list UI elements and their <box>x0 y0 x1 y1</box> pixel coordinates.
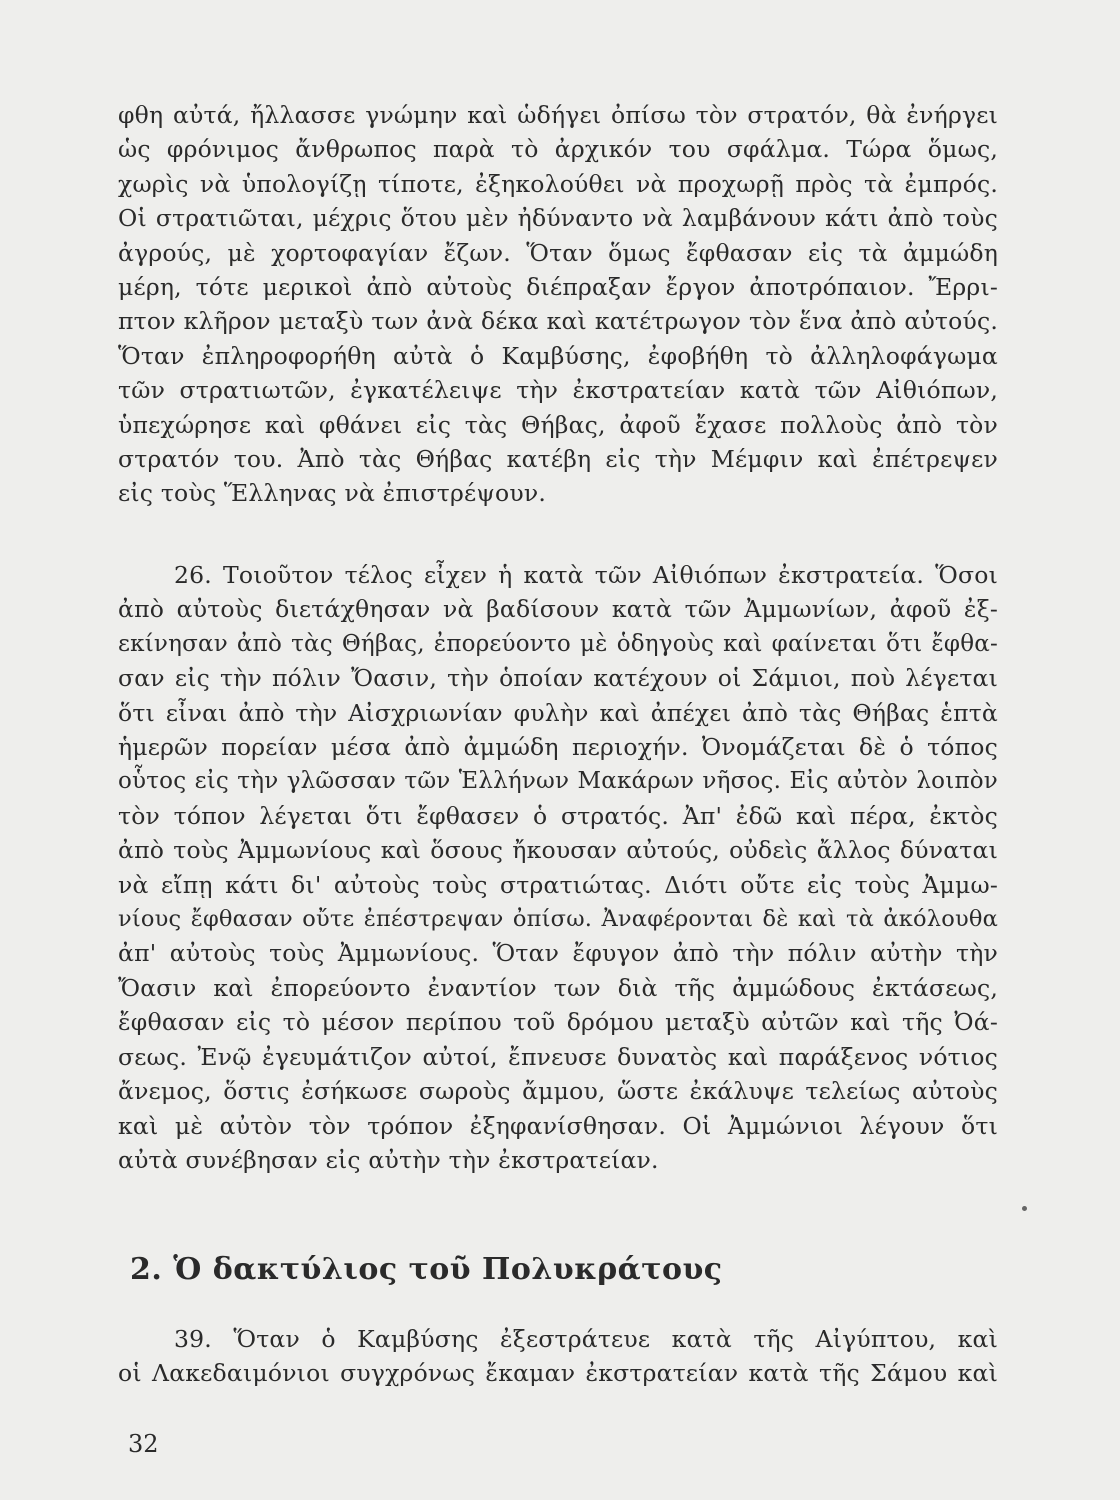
text-line: Ὅταν ἐπληροφορήθη αὐτὰ ὁ Καμβύσης, ἐφοβήθη τὸ ἀλληλοφάγωμα <box>118 341 998 370</box>
section-heading: 2. Ὁ δακτύλιος τοῦ Πολυκράτους <box>130 1252 723 1287</box>
text-line: νὰ εἴπῃ κάτι δι' αὐτοὺς τοὺς στρατιώτας. Διότι οὔτε εἰς τοὺς Ἀμμω- <box>118 870 998 899</box>
text-line: φθη αὐτά, ἤλλασσε γνώμην καὶ ὡδήγει ὀπίσω τὸν στρατόν, θὰ ἐνήργει <box>118 101 998 129</box>
text-line: χωρὶς νὰ ὑπολογίζῃ τίποτε, ἐξηκολούθει νὰ προχωρῇ πρὸς τὰ ἐμπρός. <box>118 169 998 198</box>
text-line: σεως. Ἐνῷ ἐγευμάτιζον αὐτοί, ἔπνευσε δυνατὸς καὶ παράξενος νότιος <box>118 1042 998 1071</box>
text-line: ἀγρούς, μὲ χορτοφαγίαν ἔζων. Ὅταν ὅμως ἔφθασαν εἰς τὰ ἀμμώδη <box>118 238 998 267</box>
text-line: στρατόν του. Ἀπὸ τὰς Θήβας κατέβη εἰς τὴν Μέμφιν καὶ ἐπέτρεψεν <box>118 445 998 474</box>
text-line: εκίνησαν ἀπὸ τὰς Θήβας, ἐπορεύοντο μὲ ὁδηγοὺς καὶ φαίνεται ὅτι ἔφθα- <box>118 630 998 657</box>
text-line: μέρη, τότε μερικοὶ ἀπὸ αὐτοὺς διέπραξαν ἔργον ἀποτρόπαιον. Ἔρρι- <box>118 273 998 302</box>
text-line: ὑπεχώρησε καὶ φθάνει εἰς τὰς Θήβας, ἀφοῦ ἔχασε πολλοὺς ἀπὸ τὸν <box>118 410 998 439</box>
text-line: ἀπὸ τοὺς Ἀμμωνίους καὶ ὅσους ἤκουσαν αὐτούς, οὐδεὶς ἄλλος δύναται <box>118 836 998 865</box>
text-line: νίους ἔφθασαν οὔτε ἐπέστρεψαν ὀπίσω. Ἀναφέρονται δὲ καὶ τὰ ἀκόλουθα <box>118 906 998 933</box>
page-number: 32 <box>128 1430 159 1458</box>
paragraph-3 <box>118 1322 998 1391</box>
paragraph-1 <box>118 98 998 511</box>
text-line: οὗτος εἰς τὴν γλῶσσαν τῶν Ἑλλήνων Μακάρων νῆσος. Εἰς αὐτὸν λοιπὸν <box>118 768 998 795</box>
text-line: ἡμερῶν πορείαν μέσα ἀπὸ ἀμμώδη περιοχήν. Ὀνομάζεται δὲ ὁ τόπος <box>118 733 998 762</box>
text-line: ἀπ' αὐτοὺς τοὺς Ἀμμωνίους. Ὅταν ἔφυγον ἀπὸ τὴν πόλιν αὐτὴν τὴν <box>118 939 998 968</box>
text-line: εἰς τοὺς Ἕλληνας νὰ ἐπιστρέψουν. <box>118 479 546 508</box>
text-line: τῶν στρατιωτῶν, ἐγκατέλειψε τὴν ἐκστρατείαν κατὰ τῶν Αἰθιόπων, <box>118 376 998 405</box>
ink-speck <box>1022 1206 1027 1211</box>
text-line: τὸν τόπον λέγεται ὅτι ἔφθασεν ὁ στρατός. Ἀπ' ἐδῶ καὶ πέρα, ἐκτὸς <box>118 801 998 830</box>
text-line: καὶ μὲ αὐτὸν τὸν τρόπον ἐξηφανίσθησαν. Οἱ Ἀμμώνιοι λέγουν ὅτι <box>118 1111 998 1140</box>
text-line: αὐτὰ συνέβησαν εἰς αὐτὴν τὴν ἐκστρατείαν. <box>118 1145 659 1174</box>
text-line: πτον κλῆρον μεταξὺ των ἀνὰ δέκα καὶ κατέτρωγον τὸν ἕνα ἀπὸ αὐτούς. <box>118 307 998 336</box>
text-line: σαν εἰς τὴν πόλιν Ὄασιν, τὴν ὁποίαν κατέχουν οἱ Σάμιοι, ποὺ λέγεται <box>118 664 998 693</box>
text-line: ἀπὸ αὐτοὺς διετάχθησαν νὰ βαδίσουν κατὰ τῶν Ἀμμωνίων, ἀφοῦ ἐξ- <box>118 595 998 624</box>
text-line: Ὄασιν καὶ ἐπορεύοντο ἐναντίον των διὰ τῆς ἀμμώδους ἐκτάσεως, <box>118 973 998 1002</box>
paragraph-2 <box>118 558 998 1177</box>
text-line: Οἱ στρατιῶται, μέχρις ὅτου μὲν ἠδύναντο νὰ λαμβάνουν κάτι ἀπὸ τοὺς <box>118 204 998 233</box>
text-line: ὅτι εἶναι ἀπὸ τὴν Αἰσχριωνίαν φυλὴν καὶ ἀπέχει ἀπὸ τὰς Θήβας ἑπτὰ <box>118 698 998 727</box>
text-line: ἔφθασαν εἰς τὸ μέσον περίπου τοῦ δρόμου μεταξὺ αὐτῶν καὶ τῆς Ὀά- <box>118 1008 998 1037</box>
text-line: 26. Τοιοῦτον τέλος εἶχεν ἡ κατὰ τῶν Αἰθιόπων ἐκστρατεία. Ὅσοι <box>174 561 998 589</box>
text-line: ὡς φρόνιμος ἄνθρωπος παρὰ τὸ ἀρχικόν του σφάλμα. Τώρα ὅμως, <box>118 135 998 164</box>
text-line: οἱ Λακεδαιμόνιοι συγχρόνως ἔκαμαν ἐκστρατείαν κατὰ τῆς Σάμου καὶ <box>118 1359 998 1388</box>
text-line: 39. Ὅταν ὁ Καμβύσης ἐξεστράτευε κατὰ τῆς Αἰγύπτου, καὶ <box>174 1325 998 1353</box>
text-line: ἄνεμος, ὅστις ἐσήκωσε σωροὺς ἄμμου, ὥστε ἐκάλυψε τελείως αὐτοὺς <box>118 1077 998 1106</box>
